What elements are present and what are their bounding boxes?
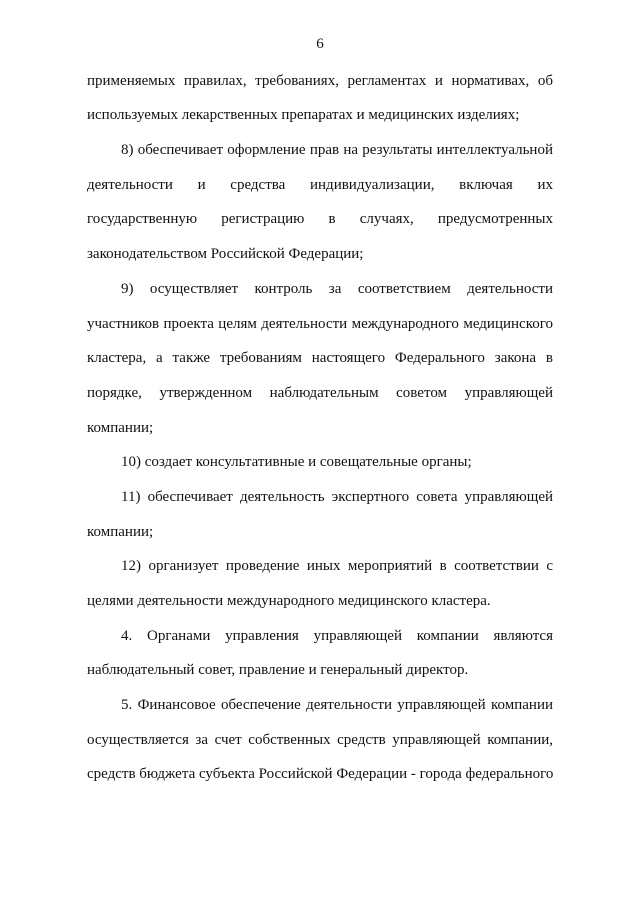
text-line: порядке, утвержденном наблюдательным советом управляющей [87,385,553,401]
text-line: законодательством Российской Федерации; [87,246,364,262]
text-line: компании; [87,420,154,436]
text-line: 9) осуществляет контроль за соответствием деятельности [121,281,553,297]
text-line: целями деятельности международного медицинского кластера. [87,593,491,609]
text-line: 12) организует проведение иных мероприятий в соответствии с [121,558,553,574]
text-line: 4. Органами управления управляющей компании являются [121,628,553,644]
text-line: 5. Финансовое обеспечение деятельности управляющей компании [121,697,553,713]
text-line: 10) создает консультативные и совещательные органы; [121,454,472,470]
text-line: участников проекта целям деятельности международного медицинского [87,316,553,332]
text-line: деятельности и средства индивидуализации, включая их [87,177,553,193]
text-line: применяемых правилах, требованиях, регламентах и нормативах, об [87,73,553,89]
text-line: 8) обеспечивает оформление прав на результаты интеллектуальной [121,142,553,158]
text-line: государственную регистрацию в случаях, предусмотренных [87,211,553,227]
text-line: компании; [87,524,154,540]
text-line: 11) обеспечивает деятельность экспертного совета управляющей [121,489,553,505]
text-line: наблюдательный совет, правление и генеральный директор. [87,662,469,678]
text-line: средств бюджета субъекта Российской Федерации - города федерального [87,766,554,782]
text-line: кластера, а также требованиям настоящего Федерального закона в [87,350,553,366]
text-line: используемых лекарственных препаратах и медицинских изделиях; [87,107,520,123]
text-line: осуществляется за счет собственных средств управляющей компании, [87,732,553,748]
page-number: 6 [316,36,324,52]
